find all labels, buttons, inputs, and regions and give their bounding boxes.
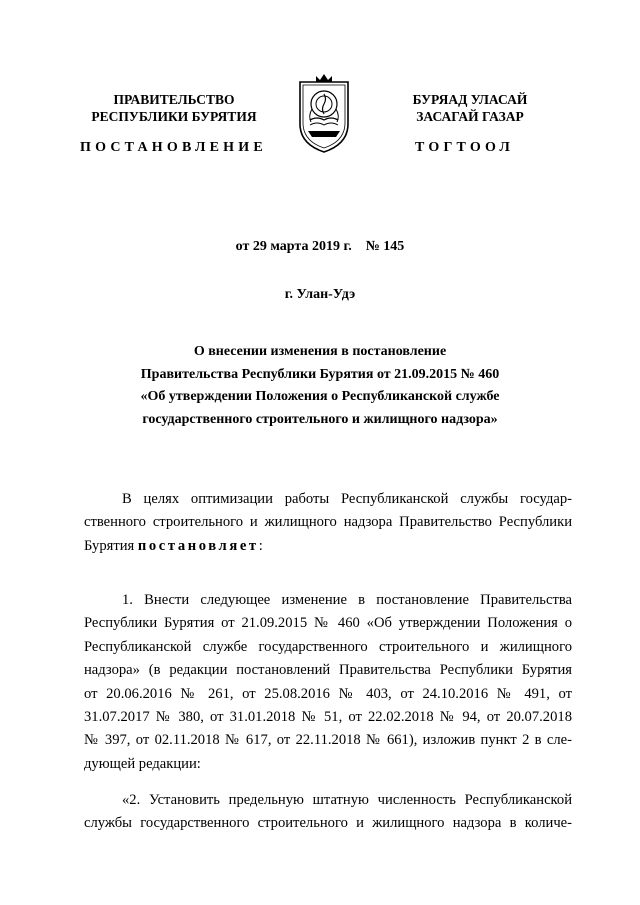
item-1-paragraph <box>84 589 572 776</box>
title-line-3: «Об утверждении Положения о Республиканской службе <box>140 389 500 404</box>
resolution-keyword: постановляет <box>137 537 259 554</box>
issuer-line-2: РЕСПУБЛИКИ БУРЯТИЯ <box>91 109 257 124</box>
document-date: от 29 марта 2019 г. <box>235 239 352 254</box>
item1-line-5: от 20.06.2016 № 261, от 25.08.2016 № 403, от 24.10.2016 № 491, от <box>84 685 572 702</box>
issuer-line-1: ПРАВИТЕЛЬСТВО <box>113 92 235 107</box>
preamble-suffix: : <box>258 537 263 554</box>
preamble-paragraph <box>84 488 572 558</box>
coat-of-arms-icon <box>298 72 350 154</box>
issuer-header-buryat <box>380 91 560 125</box>
item1-line-4: надзора» (в редакции постановлений Правительства Республики Бурятия <box>84 662 572 679</box>
preamble-line-3 <box>84 535 572 558</box>
item2-line-1: «2. Установить предельную штатную численность Республиканской <box>122 792 572 808</box>
document-title <box>60 341 580 431</box>
item1-line-6: 31.07.2017 № 380, от 31.01.2018 № 51, от 22.02.2018 № 94, от 20.07.2018 <box>84 708 572 725</box>
issuer-line-1-buryat: БУРЯАД УЛАСАЙ <box>412 92 528 107</box>
document-number: № 145 <box>365 239 405 254</box>
date-number-line <box>0 239 640 255</box>
preamble-line-2: ственного строительного и жилищного надзора Правительство Республики <box>84 514 572 531</box>
item-2-paragraph <box>84 789 572 836</box>
document-kind-buryat: ТОГТООЛ <box>415 140 515 155</box>
item1-line-2: Республики Бурятия от 21.09.2015 № 460 «Об утверждении Положения о <box>84 615 572 632</box>
item1-line-8: дующей редакции: <box>84 755 201 772</box>
issuer-line-2-buryat: ЗАСАГАЙ ГАЗАР <box>416 109 524 124</box>
item1-line-7: № 397, от 02.11.2018 № 617, от 22.11.2018 № 661), изложив пункт 2 в сле- <box>84 732 572 749</box>
title-line-1: О внесении изменения в постановление <box>193 344 447 359</box>
item1-line-1: 1. Внести следующее изменение в постановление Правительства <box>122 592 572 608</box>
item2-line-2: службы государственного строительного и жилищного надзора в количе- <box>84 815 572 832</box>
document-city: г. Улан-Удэ <box>284 287 356 302</box>
issuer-header-russian <box>84 91 264 125</box>
item1-line-3: Республиканской службе государственного строительного и жилищного <box>84 638 572 655</box>
title-line-2: Правительства Республики Бурятия от 21.09.2015 № 460 <box>140 366 500 382</box>
title-line-4: государственного строительного и жилищного надзора» <box>142 411 498 427</box>
preamble-line-1: В целях оптимизации работы Республиканской службы государ- <box>122 491 572 507</box>
document-kind-russian: ПОСТАНОВЛЕНИЕ <box>80 140 267 155</box>
preamble-prefix: Бурятия <box>84 537 135 554</box>
